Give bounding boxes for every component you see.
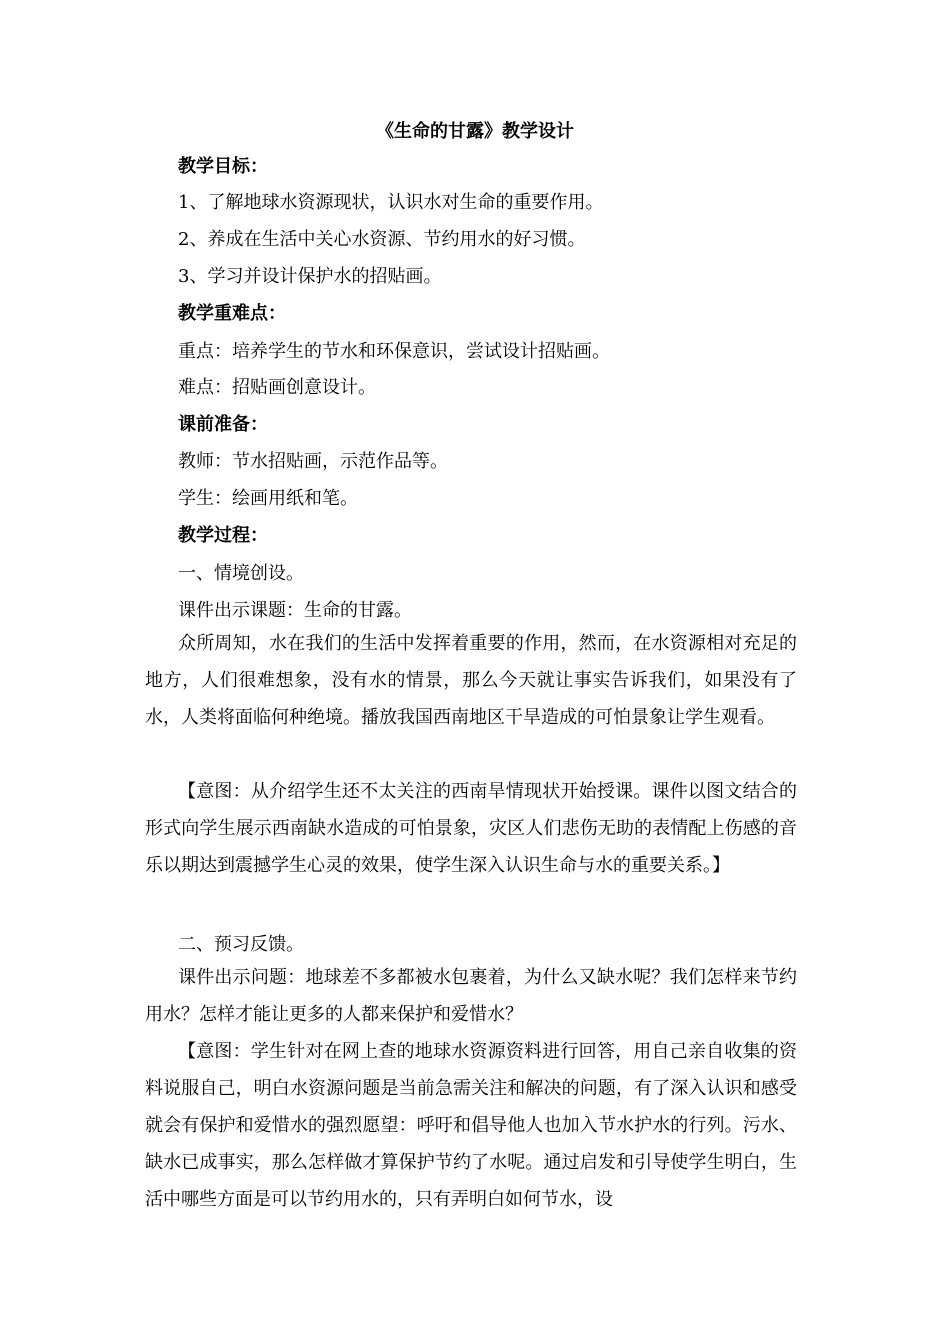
difficult-point: 难点：招贴画创意设计。 [178,377,376,398]
step1-heading: 一、情境创设。 [178,563,304,584]
objective-item: 3、学习并设计保护水的招贴画。 [178,266,442,287]
process-heading: 教学过程： [178,525,268,546]
objectives-heading: 教学目标： [178,156,268,177]
teacher-prep: 教师：节水招贴画，示范作品等。 [178,451,448,472]
key-points-heading: 教学重难点： [178,303,286,324]
document-title: 《生命的甘露》教学设计 [376,121,574,142]
preparation-heading: 课前准备： [178,414,268,435]
step1-intent: 【意图：从介绍学生还不太关注的西南旱情现状开始授课。课件以图文结合的形式向学生展示西南缺水造成的可怕景象，灾区人们悲伤无助的表情配上伤感的音乐以期达到震撼学生心灵的效果，使学生深入认识生命与水的重要关系。】 [145,781,797,876]
student-prep: 学生：绘画用纸和笔。 [178,488,358,509]
step2-heading: 二、预习反馈。 [178,934,304,955]
step1-paragraph: 众所周知，水在我们的生活中发挥着重要的作用，然而，在水资源相对充足的地方，人们很难想象，没有水的情景，那么今天就让事实告诉我们，如果没有了水，人类将面临何种绝境。播放我国西南地区干旱造成的可怕景象让学生观看。 [145,633,797,728]
objective-item: 2、养成在生活中关心水资源、节约用水的好习惯。 [178,229,586,250]
step2-intent: 【意图：学生针对在网上查的地球水资源资料进行回答，用自己亲自收集的资料说服自己，明白水资源问题是当前急需关注和解决的问题，有了深入认识和感受就会有保护和爱惜水的强烈愿望：呼吁和倡导他人也加入节水护水的行列。污水、缺水已成事实，那么怎样做才算保护节约了水呢。通过启发和引导使学生明白，生活中哪些方面是可以节约用水的，只有弄明白如何节水，设 [145,1041,797,1210]
step1-line: 课件出示课题：生命的甘露。 [178,600,412,621]
step2-paragraph: 课件出示问题：地球差不多都被水包裹着，为什么又缺水呢？我们怎样来节约用水？怎样才能让更多的人都来保护和爱惜水？ [145,967,797,1025]
key-point: 重点：培养学生的节水和环保意识，尝试设计招贴画。 [178,341,610,362]
objective-item: 1、了解地球水资源现状，认识水对生命的重要作用。 [178,192,604,213]
